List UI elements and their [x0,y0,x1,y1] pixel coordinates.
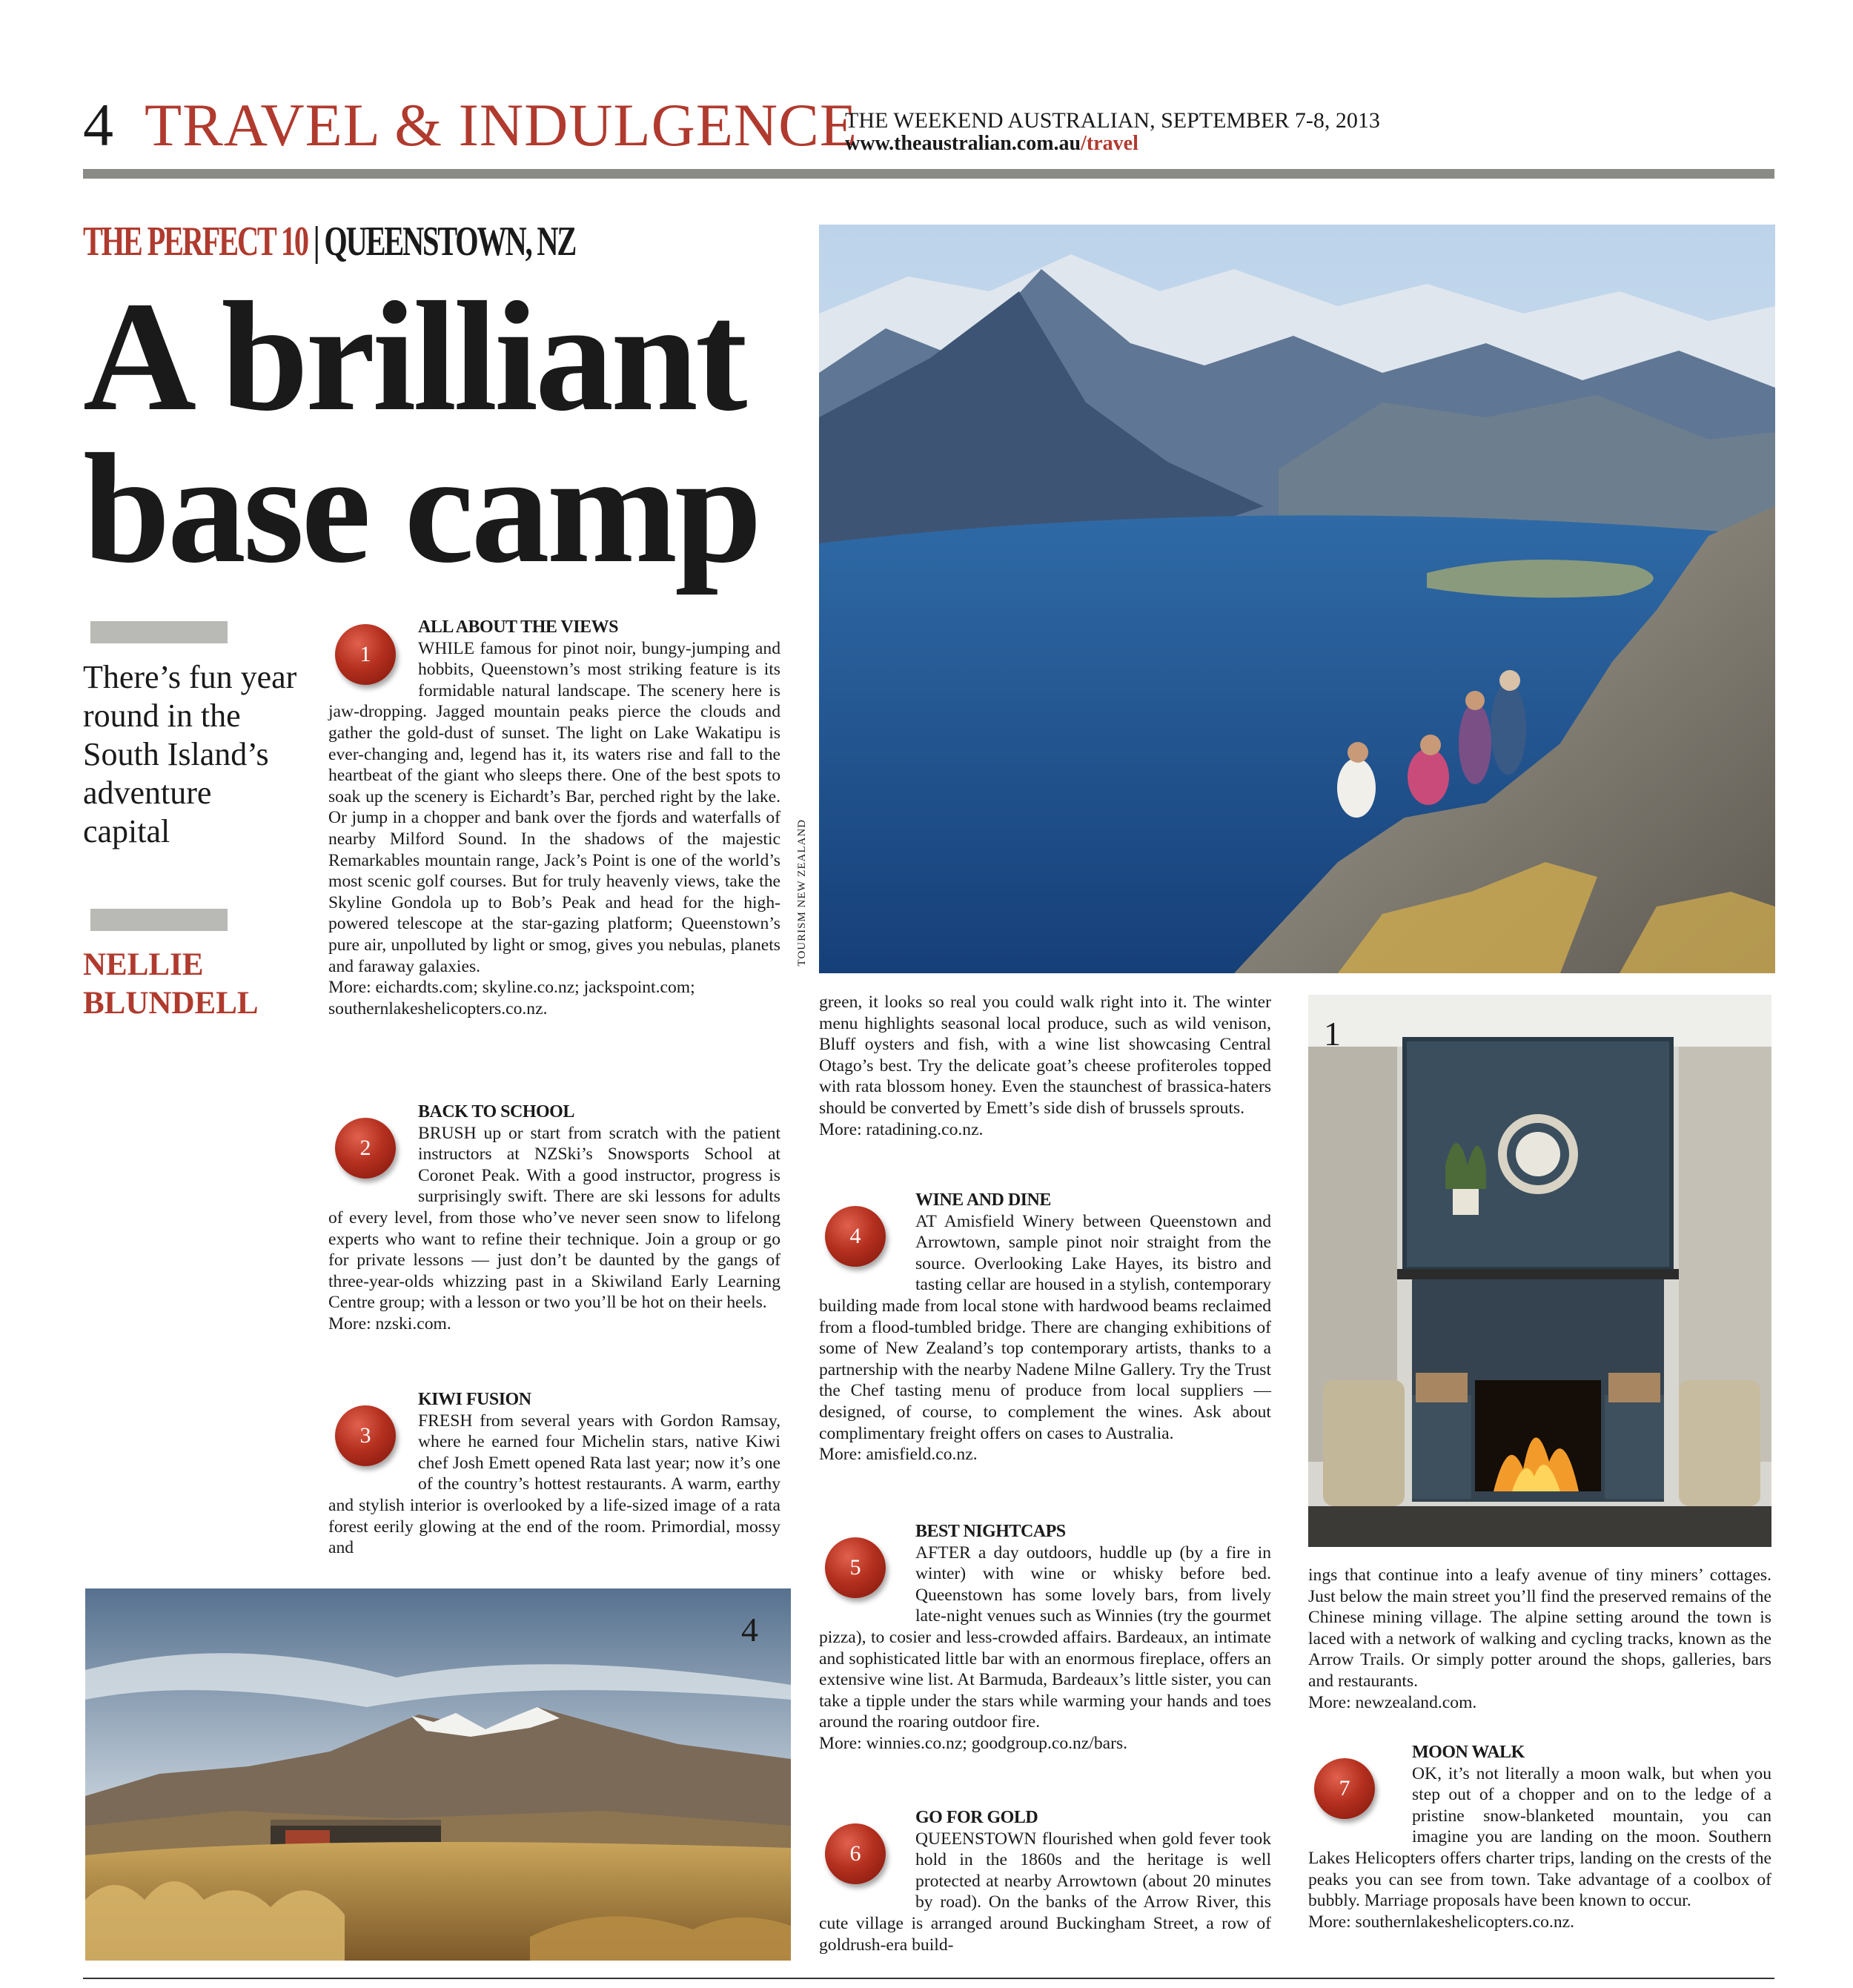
lake-wakatipu-photo [819,225,1775,973]
item-number-badge: 4 [825,1206,886,1267]
item-body: BRUSH up or start from scratch with the patient instructors at NZSki’s Snowsports School at Coronet Peak. With a good instructor, progress is surprisingly swift. There are ski lessons for adults of every level, from those who’ve never seen snow to lifelong experts who want to refine their technique. Join a group or go for private lessons — just don’t be daunted by the gangs of three-year-olds whizzing past in a Skiwiland Early Learning Centre group; with a lesson or two you’ll be hot on their heels. [328,1123,780,1313]
item-number-badge: 3 [335,1405,396,1466]
item-2 [328,1101,780,1335]
kicker-separator: | [313,219,319,265]
item-heading: ALL ABOUT THE VIEWS [418,617,618,637]
item-body: OK, it’s not literally a moon walk, but when you step out of a chopper and on to the ledge of a pristine snow-blanketed mountain, you can imagine you are landing on the moon. Southern Lakes Helicopters offers charter trips, landing on the crests of the peaks you can see from town. Take advantage of a coolbox of bubbly. Marriage proposals have been known to occur. [1308,1763,1771,1911]
byline [83,946,298,1023]
item-more-link[interactable]: More: southernlakeshelicopters.co.nz. [1308,1912,1575,1932]
headline-line-2: base camp [83,421,760,595]
item-body: FRESH from several years with Gordon Ramsay, where he earned four Michelin stars, native Kiwi chef Josh Emett opened Rata last year; now it’s one of the country’s hottest restaurants. A warm, earthy and stylish interior is overlooked by a life-sized image of a rata forest eerily glowing at the end of the room. Primordial, mossy and [328,1411,780,1558]
item-more-link[interactable]: More: winnies.co.nz; goodgroup.co.nz/bars. [819,1733,1128,1753]
section-title: TRAVEL & INDULGENCE [145,91,858,159]
item-4 [819,1190,1271,1465]
item-number-badge: 1 [335,624,396,685]
page-number: 4 [83,91,113,159]
item-more-link[interactable]: More: amisfield.co.nz. [819,1445,978,1465]
standfirst-bar-bottom [90,909,228,931]
item-heading: GO FOR GOLD [915,1808,1038,1827]
item-more-link[interactable]: More: ratadining.co.nz. [819,1119,984,1139]
headline-line-1: A brilliant [83,269,745,443]
item-more-link[interactable]: More: nzski.com. [328,1313,451,1333]
masthead-rule [83,169,1774,179]
item-7 [1308,1742,1771,1932]
item-3 [328,1389,780,1559]
amisfield-winery-photo [85,1588,791,1961]
item-heading: KIWI FUSION [418,1390,531,1409]
kicker-place: QUEENSTOWN, NZ [324,219,576,265]
item-5 [819,1521,1271,1755]
item-more-link[interactable]: More: eichardts.com; skyline.co.nz; jackspoint.com; southernlakeshelicopters.co.nz. [328,978,695,1018]
kicker-series: THE PERFECT 10 [83,219,308,265]
url-base[interactable]: www.theaustralian.com.au [845,132,1081,155]
item-6-continued [1308,1565,1771,1713]
item-heading: MOON WALK [1412,1743,1525,1762]
item-1 [328,617,780,1019]
standfirst: There’s fun year round in the South Island’s adventure capital [83,659,297,849]
item-body-continued: green, it looks so real you could walk right into it. The winter menu highlights seasonal local produce, such as wild venison, Bluff oysters and fish, with a wine list showcasing Central Otago’s best. Try the delicate goat’s cheese profiteroles topped with rata blossom honey. Even the staunchest of brassica-haters should be converted by Emett’s side dish of brussels sprouts. [819,993,1271,1118]
item-3-continued [819,992,1271,1140]
photo-credit: TOURISM NEW ZEALAND [796,819,808,967]
item-number-badge: 5 [825,1537,886,1598]
standfirst-bar-top [90,621,228,643]
item-6 [819,1807,1271,1955]
date-line: THE WEEKEND AUSTRALIAN, SEPTEMBER 7-8, 2013 [845,108,1380,133]
byline-line-2: BLUNDELL [83,986,259,1021]
fireplace-photo [1308,995,1771,1547]
item-more-link[interactable]: More: newzealand.com. [1308,1692,1477,1712]
fireplace-photo-number: 1 [1324,1015,1341,1053]
item-number-badge: 6 [825,1823,886,1884]
byline-line-1: NELLIE [83,947,204,982]
section-url[interactable] [845,133,1138,154]
headline [83,269,824,595]
item-heading: WINE AND DINE [915,1190,1051,1210]
item-heading: BEST NIGHTCAPS [915,1522,1066,1541]
kicker [83,219,576,265]
item-number-badge: 2 [335,1118,396,1179]
item-body: WHILE famous for pinot noir, bungy-jumping and hobbits, Queenstown’s most striking feature is its formidable natural landscape. The scenery here is jaw-dropping. Jagged mountain peaks pierce the clouds and gather the gold-dust of sunset. The light on Lake Wakatipu is ever-changing and, legend has it, its waters rise and fall to the heartbeat of the giant who sleeps there. One of the best spots to soak up the scenery is Eichardt’s Bar, perched right by the lake. Or jump in a chopper and bank over the fjords and waterfalls of nearby Milford Sound. In the shadows of the majestic Remarkables mountain range, Jack’s Point is one of the world’s most scenic golf courses. But for truly heavenly views, take the Skyline Gondola up to Bob’s Peak and head for the high-powered telescope at the star-gazing platform; Queenstown’s pure air, unpolluted by light or smog, gives you nebulas, planets and faraway galaxies. [328,638,780,976]
item-body-continued: ings that continue into a leafy avenue of tiny miners’ cottages. Just below the main street you’ll find the preserved remains of the Chinese mining village. The alpine setting around the town is laced with a network of walking and cycling tracks, known as the Arrow Trails. Or simply potter around the shops, galleries, bars and restaurants. [1308,1565,1771,1691]
url-suffix[interactable]: /travel [1081,132,1138,155]
page-bottom-rule [83,1978,1774,1979]
item-body: QUEENSTOWN flourished when gold fever took hold in the 1860s and the heritage is well protected at nearby Arrowtown (about 20 minutes by road). On the banks of the Arrow River, this cute village is arranged around Buckingham Street, a row of goldrush-era build- [819,1829,1271,1955]
item-body: AT Amisfield Winery between Queenstown and Arrowtown, sample pinot noir straight from the source. Overlooking Lake Hayes, its bistro and tasting cellar are housed in a stylish, contemporary building made from local stone with hardwood beams reclaimed from a flood-tumbled bridge. There are changing exhibitions of some of New Zealand’s top contemporary artists, thanks to a partnership with the nearby Nadene Milne Gallery. Try the Trust the Chef tasting menu of produce from local suppliers — designed, of course, to complement the wines. Ask about complimentary freight offers on cases to Australia. [819,1211,1271,1443]
item-body: AFTER a day outdoors, huddle up (by a fire in winter) with wine or whisky before bed. Queenstown has some lovely bars, from lively late-night venues such as Winnies (try the gourmet pizza), to cosier and less-crowded affairs. Bardeaux, an intimate and sophisticated little bar with an enormous fireplace, offers an extensive wine list. At Barmuda, Bardeaux’s little sister, you can take a tipple under the stars while warming your hands and toes around the roaring outdoor fire. [819,1543,1271,1732]
item-heading: BACK TO SCHOOL [418,1102,574,1121]
winery-photo-number: 4 [741,1611,758,1649]
item-number-badge: 7 [1314,1758,1375,1819]
